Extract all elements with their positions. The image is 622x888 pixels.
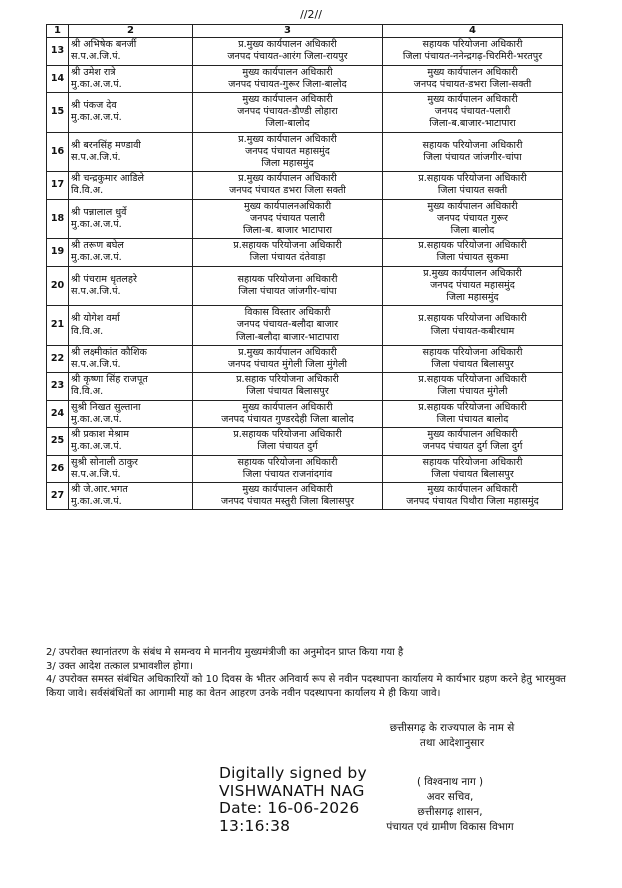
officer-line: मु.का.अ.ज.पं. (71, 252, 122, 264)
officer-name-cell (69, 306, 193, 346)
new-posting-cell (383, 345, 563, 372)
officer-name-cell (69, 400, 193, 427)
officer-line: सुश्री निखत सुल्ताना (71, 401, 141, 413)
current-posting-line: जनपद पंचायत-आरंग जिला-रायपुर (227, 51, 348, 63)
note-4: 4/ उपरोक्त समस्त संबंधित अधिकारियों को 10 दिवस के भीतर अनिवार्य रूप से नवीन पदस्थापना कार्यालय मे कार्यभार ग्रहण करने हेतु भारमुक्त किया जावे। सर्वसंबंधितों का आगामी माह का वेतन आहरण उनके नवीन पदस्थापना कार्यालय मे ही किया जावे। (46, 674, 566, 699)
officer-line: श्री जे.आर.भगत (71, 483, 128, 495)
page-number: //2// (300, 8, 322, 21)
new-posting-cell (383, 65, 563, 92)
current-posting-line: जनपद पंचायत डभरा जिला सक्ती (229, 185, 346, 197)
current-posting-cell (193, 65, 383, 92)
new-posting-cell (383, 199, 563, 239)
new-posting-line: प्र.सहायक परियोजना अधिकारी (418, 401, 527, 413)
table-row (47, 428, 563, 455)
table-row (47, 266, 563, 306)
order-notes (46, 646, 566, 700)
current-posting-cell (193, 93, 383, 133)
current-posting-cell (193, 306, 383, 346)
serial-number-cell: 14 (47, 65, 69, 92)
current-posting-line: सहायक परियोजना अधिकारी (237, 273, 338, 285)
new-posting-line: जिला पंचायत-ननेन्द्रगढ़-चिरमिरी-भरतपुर (402, 51, 543, 63)
current-posting-line: जनपद पंचायत-गुरूर जिला-बालोद (228, 78, 347, 90)
new-posting-cell (383, 400, 563, 427)
column-header: 4 (383, 25, 563, 38)
table-row (47, 65, 563, 92)
new-posting-cell (383, 132, 563, 172)
table-row (47, 38, 563, 65)
current-posting-cell (193, 482, 383, 509)
new-posting-cell (383, 38, 563, 65)
current-posting-line: जिला-बलौदा बाजार-भाटापारा (236, 331, 339, 343)
current-posting-cell (193, 132, 383, 172)
serial-number-cell: 18 (47, 199, 69, 239)
current-posting-line: मुख्य कार्यपालन अधिकारी (242, 483, 333, 495)
new-posting-line: मुख्य कार्यपालन अधिकारी (427, 66, 518, 78)
new-posting-line: सहायक परियोजना अधिकारी (422, 39, 523, 51)
serial-number-cell: 15 (47, 93, 69, 133)
officer-name-cell (69, 239, 193, 266)
new-posting-cell (383, 239, 563, 266)
current-posting-line: जिला पंचायत जांजगीर-चांपा (238, 285, 337, 297)
officer-line: श्री लक्ष्मीकांत कौशिक (71, 346, 147, 358)
new-posting-line: जनपद पंचायत महासमुंद (430, 279, 515, 291)
new-posting-line: जिला पंचायत-कबीरधाम (430, 325, 515, 337)
table-row (47, 400, 563, 427)
officer-name-cell (69, 428, 193, 455)
current-posting-cell (193, 199, 383, 239)
new-posting-cell (383, 266, 563, 306)
new-posting-line: प्र.सहायक परियोजना अधिकारी (418, 240, 527, 252)
signatory-department: पंचायत एवं ग्रामीण विकास विभाग (386, 821, 514, 833)
current-posting-line: जनपद पंचायत-डौण्डी लोहारा (237, 106, 338, 118)
officer-line: स.प.अ.जि.पं. (71, 359, 121, 371)
governor-line-2: तथा आदेशानुसार (419, 737, 485, 749)
officer-name-cell (69, 266, 193, 306)
new-posting-line: जनपद पंचायत-डभरा जिला-सक्ती (413, 78, 532, 90)
new-posting-cell (383, 373, 563, 400)
table-row (47, 345, 563, 372)
officer-line: श्री योगेश वर्मा (71, 313, 120, 325)
new-posting-line: सहायक परियोजना अधिकारी (422, 139, 523, 151)
officer-name-cell (69, 65, 193, 92)
new-posting-cell (383, 428, 563, 455)
officer-line: सुश्री सोनाली ठाकुर (71, 456, 138, 468)
signatory-designation: अवर सचिव, (426, 791, 474, 803)
current-posting-cell (193, 455, 383, 482)
current-posting-line: मुख्य कार्यपालन अधिकारी (242, 66, 333, 78)
governor-line-1: छत्तीसगढ़ के राज्यपाल के नाम से (389, 722, 515, 734)
current-posting-cell (193, 239, 383, 266)
new-posting-line: मुख्य कार्यपालन अधिकारी (427, 200, 518, 212)
new-posting-line: जनपद पंचायत-पलारी (434, 106, 511, 118)
officer-line: श्री प्रकाश मेश्राम (71, 429, 129, 441)
officer-line: श्री अभिषेक बनर्जी (71, 39, 137, 51)
serial-number-cell: 22 (47, 345, 69, 372)
officer-name-cell (69, 345, 193, 372)
new-posting-line: प्र.सहायक परियोजना अधिकारी (418, 173, 527, 185)
officer-name-cell (69, 38, 193, 65)
officer-line: मु.का.अ.ज.पं. (71, 441, 122, 453)
table-row (47, 455, 563, 482)
current-posting-cell (193, 266, 383, 306)
current-posting-line: जनपद पंचायत गुण्डरदेही जिला बालोद (221, 413, 354, 425)
current-posting-line: प्र.मुख्य कार्यपालन अधिकारी (238, 133, 337, 145)
table-row (47, 132, 563, 172)
new-posting-line: मुख्य कार्यपालन अधिकारी (427, 483, 518, 495)
new-posting-line: जिला पंचायत मुंगेली (437, 386, 508, 398)
current-posting-line: जनपद पंचायत महासमुंद (245, 145, 330, 157)
new-posting-line: जनपद पंचायत दुर्ग जिला दुर्ग (422, 441, 523, 453)
officer-line: श्री कृष्णा सिंह राजपूत (71, 374, 148, 386)
current-posting-line: सहायक परियोजना अधिकारी (237, 456, 338, 468)
officer-line: स.प.अ.जि.पं. (71, 151, 121, 163)
table-row (47, 93, 563, 133)
current-posting-line: प्र.मुख्य कार्यपालन अधिकारी (238, 346, 337, 358)
officer-line: मु.का.अ.ज.पं. (71, 78, 122, 90)
current-posting-cell (193, 38, 383, 65)
new-posting-line: जिला पंचायत सुकमा (436, 252, 509, 264)
new-posting-cell (383, 93, 563, 133)
table-row (47, 306, 563, 346)
serial-number-cell: 26 (47, 455, 69, 482)
new-posting-cell (383, 172, 563, 199)
officer-name-cell (69, 93, 193, 133)
transfer-table (46, 24, 563, 510)
digital-signature-time: 13:16:38 (219, 816, 291, 835)
current-posting-line: जिला पंचायत बिलासपुर (246, 386, 329, 398)
current-posting-cell (193, 400, 383, 427)
column-header: 3 (193, 25, 383, 38)
table-row (47, 482, 563, 509)
new-posting-line: सहायक परियोजना अधिकारी (422, 456, 523, 468)
table-row (47, 239, 563, 266)
new-posting-line: मुख्य कार्यपालन अधिकारी (427, 429, 518, 441)
new-posting-line: जिला-ब.बाजार-भाटापारा (429, 118, 516, 130)
current-posting-cell (193, 172, 383, 199)
table-header-row (47, 25, 563, 38)
new-posting-line: सहायक परियोजना अधिकारी (422, 346, 523, 358)
new-posting-line: जिला पंचायत बिलासपुर (431, 359, 514, 371)
current-posting-cell (193, 428, 383, 455)
current-posting-line: जनपद पंचायत मुंगेली जिला मुंगेली (227, 359, 348, 371)
new-posting-cell (383, 306, 563, 346)
signatory-name: ( विश्वनाथ नाग ) (416, 776, 484, 788)
new-posting-line: जिला पंचायत बिलासपुर (431, 468, 514, 480)
new-posting-line: मुख्य कार्यपालन अधिकारी (427, 94, 518, 106)
officer-line: श्री पन्नालाल धुर्वे (71, 206, 127, 218)
current-posting-line: प्र.मुख्य कार्यपालन अधिकारी (238, 39, 337, 51)
officer-line: मु.का.अ.ज.पं. (71, 218, 122, 230)
new-posting-line: जिला महासमुंद (446, 292, 499, 304)
digital-signature-date: Date: 16-06-2026 (219, 799, 360, 817)
note-2: 2/ उपरोक्त स्थानांतरण के संबंध मे समन्वय मे माननीय मुख्यमंत्रीजी का अनुमोदन प्राप्त किया गया है (46, 647, 404, 658)
digital-signature-line: Digitally signed by (219, 764, 367, 782)
serial-number-cell: 23 (47, 373, 69, 400)
current-posting-line: मुख्य कार्यपालन अधिकारी (242, 401, 333, 413)
officer-line: श्री बरनसिंह मण्डावी (71, 139, 141, 151)
officer-line: मु.का.अ.ज.पं. (71, 496, 122, 508)
new-posting-cell (383, 482, 563, 509)
new-posting-line: जनपद पंचायत पिथौरा जिला महासमुंद (406, 496, 539, 508)
serial-number-cell: 17 (47, 172, 69, 199)
officer-line: वि.वि.अ. (71, 185, 104, 197)
officer-name-cell (69, 199, 193, 239)
current-posting-line: विकास विस्तार अधिकारी (244, 307, 331, 319)
officer-line: स.प.अ.जि.पं. (71, 468, 121, 480)
officer-name-cell (69, 172, 193, 199)
serial-number-cell: 25 (47, 428, 69, 455)
officer-line: श्री चन्द्रकुमार आडिले (71, 173, 144, 185)
current-posting-line: जिला-बालोद (265, 118, 310, 130)
officer-name-cell (69, 132, 193, 172)
serial-number-cell: 13 (47, 38, 69, 65)
table-row (47, 172, 563, 199)
signatory-government: छत्तीसगढ़ शासन, (417, 806, 483, 818)
current-posting-cell (193, 373, 383, 400)
current-posting-line: जिला पंचायत दंतेवाड़ा (249, 252, 326, 264)
new-posting-line: प्र.मुख्य कार्यपालन अधिकारी (423, 267, 522, 279)
current-posting-line: प्र.सहायक परियोजना अधिकारी (233, 240, 342, 252)
current-posting-cell (193, 345, 383, 372)
current-posting-line: जिला महासमुंद (261, 158, 314, 170)
new-posting-line: प्र.सहायक परियोजना अधिकारी (418, 374, 527, 386)
note-3: 3/ उक्त आदेश तत्काल प्रभावशील होगा। (46, 660, 193, 672)
serial-number-cell: 27 (47, 482, 69, 509)
officer-line: श्री पंकज देव (71, 100, 117, 112)
new-posting-line: जनपद पंचायत गुरूर (437, 212, 508, 224)
table-body (47, 38, 563, 510)
new-posting-line: जिला पंचायत जांजगीर-चांपा (423, 151, 522, 163)
new-posting-line: जिला बालोद (450, 225, 495, 237)
current-posting-line: प्र.मुख्य कार्यपालन अधिकारी (238, 173, 337, 185)
new-posting-cell (383, 455, 563, 482)
current-posting-line: प्र.सहायक परियोजना अधिकारी (233, 429, 342, 441)
current-posting-line: मुख्य कार्यपालनअधिकारी (243, 200, 332, 212)
current-posting-line: जनपद पंचायत-बलौदा बाजार (236, 319, 339, 331)
officer-line: मु.का.अ.ज.पं. (71, 413, 122, 425)
current-posting-line: जनपद पंचायत पलारी (250, 212, 325, 224)
officer-line: श्री तरूण बघेल (71, 240, 124, 252)
officer-line: मु.का.अ.ज.पं. (71, 112, 122, 124)
current-posting-line: जिला पंचायत राजनांदगांव (242, 468, 333, 480)
serial-number-cell: 21 (47, 306, 69, 346)
officer-line: स.प.अ.जि.पं. (71, 51, 121, 63)
serial-number-cell: 16 (47, 132, 69, 172)
current-posting-line: जनपद पंचायत मस्तुरी जिला बिलासपुर (221, 496, 354, 508)
table-row (47, 373, 563, 400)
current-posting-line: मुख्य कार्यपालन अधिकारी (242, 94, 333, 106)
new-posting-line: जिला पंचायत सक्ती (437, 185, 508, 197)
current-posting-line: जिला-ब. बाजार भाटापारा (242, 225, 333, 237)
officer-line: वि.वि.अ. (71, 325, 104, 337)
officer-name-cell (69, 482, 193, 509)
officer-line: श्री उमेश रात्रे (71, 66, 116, 78)
serial-number-cell: 19 (47, 239, 69, 266)
column-header: 1 (47, 25, 69, 38)
officer-line: श्री पंचराम धृतलहरे (71, 273, 137, 285)
officer-line: स.प.अ.जि.पं. (71, 285, 121, 297)
new-posting-line: जिला पंचायत बालोद (436, 413, 509, 425)
current-posting-line: जिला पंचायत दुर्ग (257, 441, 318, 453)
officer-name-cell (69, 373, 193, 400)
serial-number-cell: 24 (47, 400, 69, 427)
signatory-block (375, 775, 525, 835)
column-header: 2 (69, 25, 193, 38)
digital-signature-name: VISHWANATH NAG (219, 781, 365, 800)
table-row (47, 199, 563, 239)
officer-line: वि.वि.अ. (71, 386, 104, 398)
new-posting-line: प्र.सहायक परियोजना अधिकारी (418, 313, 527, 325)
serial-number-cell: 20 (47, 266, 69, 306)
officer-name-cell (69, 455, 193, 482)
digital-signature (219, 765, 389, 835)
current-posting-line: प्र.सहाक परियोजना अधिकारी (236, 374, 339, 386)
